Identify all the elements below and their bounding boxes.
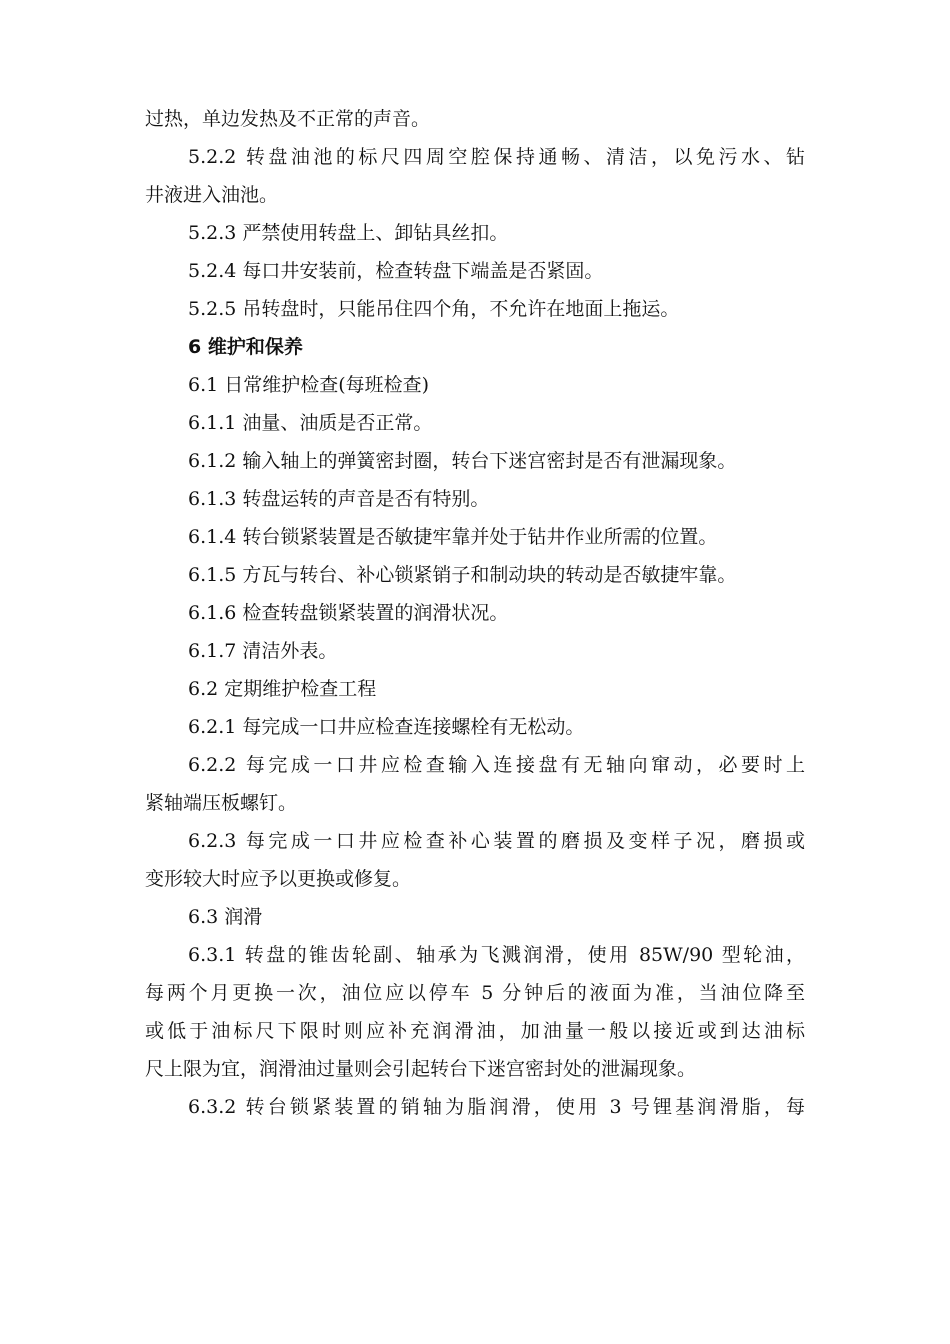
document-page (145, 100, 805, 1126)
clause-6-1-1: 6.1.1 油量、油质是否正常。 (188, 412, 433, 434)
subsection-6-1: 6.1 日常维护检查(每班检查) (188, 374, 430, 396)
clause-5-2-2: 5.2.2 转盘油池的标尺四周空腔保持通畅、清洁，以免污水、钻 (188, 146, 805, 168)
clause-5-2-2-continued: 井液进入油池。 (145, 184, 279, 206)
subsection-6-3: 6.3 润滑 (188, 906, 263, 928)
clause-6-2-2-continued: 紧轴端压板螺钉。 (145, 792, 298, 814)
clause-6-3-1-line-4: 尺上限为宜，润滑油过量则会引起转台下迷宫密封处的泄漏现象。 (145, 1058, 697, 1080)
clause-6-2-3-continued: 变形较大时应予以更换或修复。 (145, 868, 412, 890)
clause-5-2-3: 5.2.3 严禁使用转盘上、卸钻具丝扣。 (188, 222, 509, 244)
clause-5-2-4: 5.2.4 每口井安装前，检查转盘下端盖是否紧固。 (188, 260, 604, 282)
clause-6-1-7: 6.1.7 清洁外表。 (188, 640, 338, 662)
clause-6-3-1-line-2: 每两个月更换一次，油位应以停车 5 分钟后的液面为准，当油位降至 (145, 982, 805, 1004)
subsection-6-2: 6.2 定期维护检查工程 (188, 678, 377, 700)
clause-6-3-1: 6.3.1 转盘的锥齿轮副、轴承为飞溅润滑，使用 85W/90 型轮油， (188, 944, 805, 966)
clause-6-1-3: 6.1.3 转盘运转的声音是否有特别。 (188, 488, 490, 510)
clause-5-2-5: 5.2.5 吊转盘时，只能吊住四个角，不允许在地面上拖运。 (188, 298, 680, 320)
clause-6-2-2: 6.2.2 每完成一口井应检查输入连接盘有无轴向窜动，必要时上 (188, 754, 805, 776)
text-line-1: 过热，单边发热及不正常的声音。 (145, 108, 431, 130)
clause-6-3-1-line-3: 或低于油标尺下限时则应补充润滑油，加油量一般以接近或到达油标 (145, 1020, 805, 1042)
clause-6-1-2: 6.1.2 输入轴上的弹簧密封圈，转台下迷宫密封是否有泄漏现象。 (188, 450, 737, 472)
clause-6-2-3: 6.2.3 每完成一口井应检查补心装置的磨损及变样子况，磨损或 (188, 830, 805, 852)
clause-6-1-6: 6.1.6 检查转盘锁紧装置的润滑状况。 (188, 602, 509, 624)
clause-6-2-1: 6.2.1 每完成一口井应检查连接螺栓有无松动。 (188, 716, 585, 738)
section-heading-6: 6 维护和保养 (188, 336, 303, 358)
clause-6-1-5: 6.1.5 方瓦与转台、补心锁紧销子和制动块的转动是否敏捷牢靠。 (188, 564, 737, 586)
clause-6-3-2: 6.3.2 转台锁紧装置的销轴为脂润滑，使用 3 号锂基润滑脂，每 (188, 1096, 805, 1118)
clause-6-1-4: 6.1.4 转台锁紧装置是否敏捷牢靠并处于钻井作业所需的位置。 (188, 526, 718, 548)
